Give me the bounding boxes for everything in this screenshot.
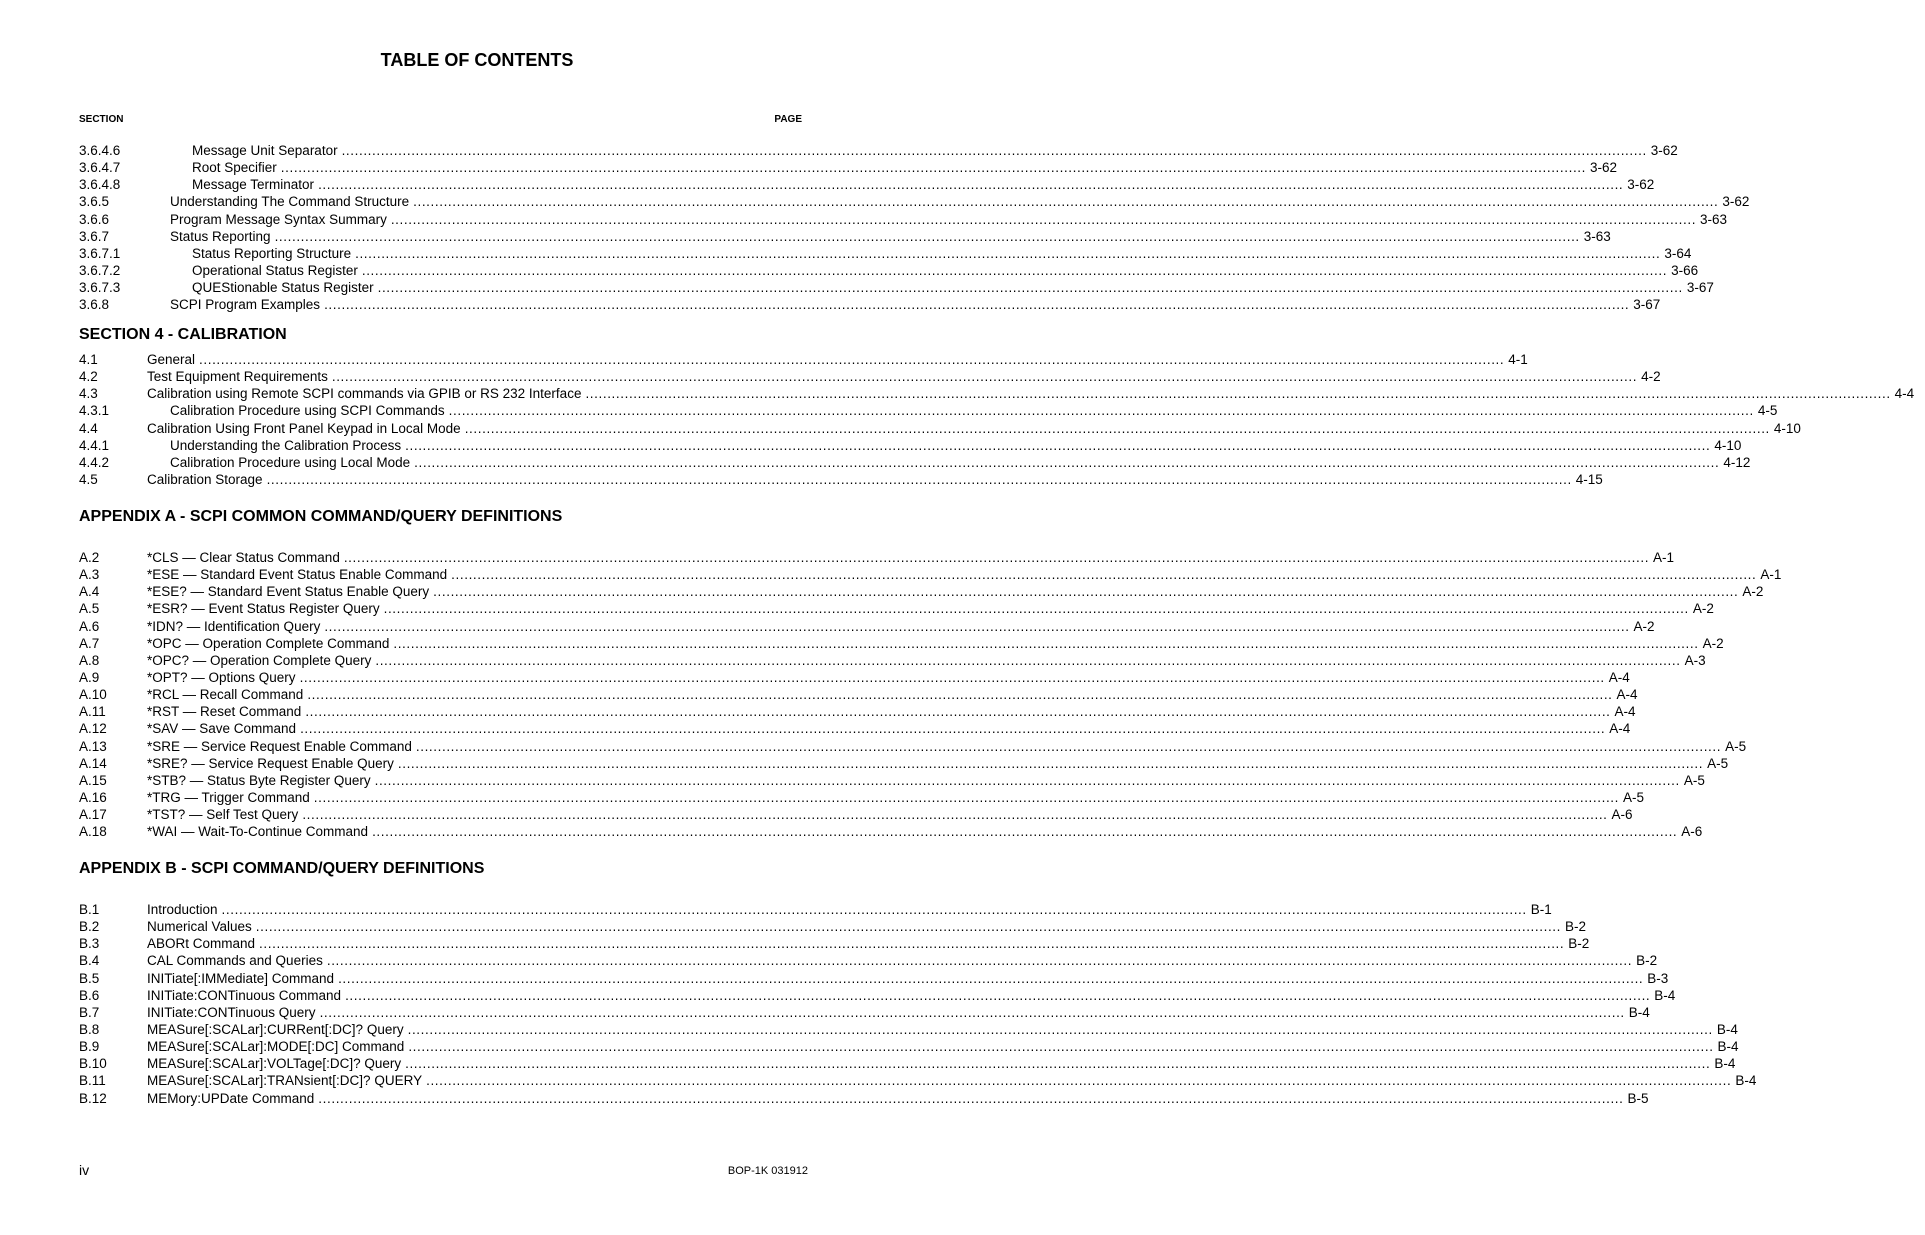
toc-entry-page: 4-4 — [1894, 386, 1915, 402]
toc-entry-label: Root Specifier — [192, 160, 277, 176]
toc-entry[interactable] — [79, 245, 1692, 262]
toc-entry[interactable] — [79, 262, 1699, 279]
toc-entry-label: Introduction — [147, 902, 218, 917]
dot-leader: ............................................................................................................................................................................................................................................................................................................ — [259, 936, 1565, 952]
toc-entry[interactable] — [79, 351, 1528, 368]
toc-entry-number: A.10 — [79, 687, 107, 703]
dot-leader: ............................................................................................................................................................................................................................................................................................................ — [397, 755, 1704, 771]
toc-entry-page: 3-62 — [1722, 194, 1750, 210]
toc-entry-page: B-4 — [1717, 1039, 1739, 1055]
toc-entry-label: INITiate:CONTinuous Query — [147, 1004, 316, 1020]
toc-entry-label: Operational Status Register — [192, 262, 358, 278]
toc-entry-page: A-1 — [1653, 550, 1675, 565]
toc-entry-number: A.2 — [79, 550, 100, 565]
toc-entry-label: Program Message Syntax Summary — [170, 211, 387, 227]
toc-block-appendix-a — [79, 549, 1782, 840]
dot-leader: ............................................................................................................................................................................................................................................................................................................ — [266, 471, 1572, 487]
dot-leader: ............................................................................................................................................................................................................................................................................................................ — [319, 1004, 1625, 1020]
toc-entry[interactable] — [79, 806, 1633, 823]
toc-block-section-3 — [79, 142, 1750, 313]
toc-entry[interactable] — [79, 635, 1724, 652]
toc-entry-page: 3-62 — [1590, 160, 1618, 176]
dot-leader: ............................................................................................................................................................................................................................................................................................................ — [361, 262, 1668, 278]
toc-entry[interactable] — [79, 176, 1655, 193]
toc-entry-page: 4-1 — [1508, 352, 1528, 367]
toc-entry-page: A-2 — [1692, 601, 1714, 617]
dot-leader: ............................................................................................................................................................................................................................................................................................................ — [221, 902, 1527, 917]
dot-leader: ............................................................................................................................................................................................................................................................................................................ — [448, 403, 1754, 419]
toc-entry[interactable] — [79, 566, 1782, 583]
toc-entry-label: MEASure[:SCALar]:VOLTage[:DC]? Query — [147, 1056, 402, 1072]
toc-entry-number: 3.6.4.8 — [79, 177, 121, 193]
toc-entry-number: 4.5 — [79, 471, 98, 487]
toc-entry-number: B.9 — [79, 1039, 100, 1055]
toc-entry-label: Calibration Procedure using SCPI Commands — [170, 403, 445, 419]
toc-entry-page: A-4 — [1616, 687, 1638, 703]
toc-entry-number: A.4 — [79, 584, 100, 600]
dot-leader: ............................................................................................................................................................................................................................................................................................................ — [383, 601, 1689, 617]
toc-entry-label: INITiate[:IMMediate] Command — [147, 970, 335, 986]
toc-entry-number: 4.3.1 — [79, 403, 110, 419]
toc-entry-number: A.14 — [79, 755, 107, 771]
toc-entry-page: 3-67 — [1633, 297, 1661, 313]
toc-entry-page: 4-10 — [1714, 437, 1742, 453]
toc-entry-number: 3.6.7.2 — [79, 262, 121, 278]
toc-entry-label: *OPC? — Operation Complete Query — [147, 652, 372, 668]
toc-entry-label: *WAI — Wait-To-Continue Command — [147, 824, 369, 840]
dot-leader: ............................................................................................................................................................................................................................................................................................................ — [585, 386, 1891, 402]
section-column-header: SECTION — [79, 114, 124, 125]
toc-entry-page: A-4 — [1608, 669, 1630, 685]
toc-entry-label: QUEStionable Status Register — [192, 280, 374, 296]
toc-entry-number: A.9 — [79, 669, 100, 685]
toc-entry-number: B.4 — [79, 953, 100, 969]
toc-entry-page: 3-66 — [1671, 262, 1699, 278]
toc-entry-number: A.18 — [79, 824, 107, 840]
toc-entry[interactable] — [79, 549, 1675, 566]
toc-entry-label: Calibration Storage — [147, 471, 263, 487]
toc-entry-page: A-5 — [1683, 772, 1705, 788]
page-number: iv — [79, 1162, 90, 1178]
toc-entry-label: Calibration Procedure using Local Mode — [170, 454, 411, 470]
dot-leader: ............................................................................................................................................................................................................................................................................................................ — [433, 584, 1739, 600]
toc-entry-page: B-1 — [1530, 902, 1552, 917]
toc-block-section-4 — [79, 351, 1915, 488]
toc-entry-number: 3.6.7 — [79, 228, 110, 244]
dot-leader: ............................................................................................................................................................................................................................................................................................................ — [280, 160, 1587, 176]
toc-entry-number: B.7 — [79, 1004, 100, 1020]
dot-leader: ............................................................................................................................................................................................................................................................................................................ — [374, 772, 1680, 788]
dot-leader: ............................................................................................................................................................................................................................................................................................................ — [408, 1039, 1714, 1055]
toc-entry-number: 3.6.7.3 — [79, 280, 121, 296]
toc-entry-number: A.13 — [79, 738, 107, 754]
toc-entry-number: A.6 — [79, 618, 100, 634]
toc-entry[interactable] — [79, 789, 1645, 806]
toc-entry-number: 4.2 — [79, 369, 98, 385]
toc-entry[interactable] — [79, 755, 1729, 772]
toc-entry-number: A.15 — [79, 772, 107, 788]
toc-entry[interactable] — [79, 211, 1728, 228]
toc-entry-label: *TRG — Trigger Command — [147, 789, 310, 805]
toc-entry-label: MEMory:UPDate Command — [147, 1090, 315, 1106]
dot-leader: ............................................................................................................................................................................................................................................................................................................ — [338, 970, 1644, 986]
toc-entry-number: 3.6.4.6 — [79, 143, 121, 158]
toc-entry-page: 3-63 — [1583, 228, 1611, 244]
toc-entry[interactable] — [79, 296, 1661, 313]
toc-entry-number: B.5 — [79, 970, 100, 986]
toc-entry[interactable] — [79, 987, 1676, 1004]
toc-entry-number: A.3 — [79, 567, 100, 583]
toc-entry[interactable] — [79, 652, 1706, 669]
toc-block-appendix-b — [79, 901, 1757, 1107]
dot-leader: ............................................................................................................................................................................................................................................................................................................ — [318, 177, 1624, 193]
toc-entry[interactable] — [79, 1004, 1650, 1021]
toc-entry-label: ABORt Command — [147, 936, 256, 952]
toc-entry-page: B-4 — [1714, 1056, 1736, 1072]
toc-entry-page: 4-2 — [1641, 369, 1661, 385]
toc-entry-page: B-2 — [1636, 953, 1658, 969]
toc-entry[interactable] — [79, 600, 1714, 617]
toc-entry-page: A-6 — [1681, 824, 1703, 840]
page-column-header: PAGE — [774, 114, 802, 125]
toc-entry-page: B-2 — [1568, 936, 1590, 952]
dot-leader: ............................................................................................................................................................................................................................................................................................................ — [318, 1090, 1624, 1106]
dot-leader: ............................................................................................................................................................................................................................................................................................................ — [199, 352, 1505, 367]
dot-leader: ............................................................................................................................................................................................................................................................................................................ — [331, 369, 1638, 385]
page-title: TABLE OF CONTENTS — [380, 50, 574, 70]
toc-entry[interactable] — [79, 1090, 1649, 1107]
toc-entry-page: 4-5 — [1757, 403, 1778, 419]
dot-leader: ............................................................................................................................................................................................................................................................................................................ — [345, 987, 1651, 1003]
toc-entry-page: 4-15 — [1575, 471, 1603, 487]
toc-entry-label: *OPC — Operation Complete Command — [147, 635, 390, 651]
toc-entry-label: *TST? — Self Test Query — [147, 807, 299, 823]
toc-entry[interactable] — [79, 471, 1603, 488]
toc-entry-page: A-5 — [1707, 755, 1729, 771]
toc-entry-page: A-4 — [1614, 704, 1636, 720]
toc-entry-number: A.11 — [79, 704, 106, 720]
toc-entry-number: B.11 — [79, 1073, 106, 1089]
toc-entry-label: *RST — Reset Command — [147, 704, 302, 720]
toc-entry-page: 4-10 — [1773, 420, 1801, 436]
toc-entry[interactable] — [79, 583, 1764, 600]
toc-entry-number: B.6 — [79, 987, 100, 1003]
toc-entry-label: Status Reporting — [170, 228, 271, 244]
toc-entry-label: Understanding the Calibration Process — [170, 437, 402, 453]
toc-entry-label: *ESR? — Event Status Register Query — [147, 601, 380, 617]
toc-entry-number: 3.6.4.7 — [79, 160, 121, 176]
toc-entry[interactable] — [79, 420, 1801, 437]
appendix-b-title: APPENDIX B - SCPI COMMAND/QUERY DEFINITIONS — [79, 860, 485, 877]
toc-entry-label: Message Terminator — [192, 177, 315, 193]
toc-entry-label: *RCL — Recall Command — [147, 687, 304, 703]
toc-entry-page: B-5 — [1627, 1090, 1649, 1106]
toc-entry-label: Understanding The Command Structure — [170, 194, 410, 210]
toc-entry-label: *CLS — Clear Status Command — [147, 550, 340, 565]
toc-entry[interactable] — [79, 159, 1618, 176]
toc-entry[interactable] — [79, 618, 1655, 635]
toc-entry[interactable] — [79, 142, 1678, 159]
toc-entry[interactable] — [79, 918, 1587, 935]
toc-entry[interactable] — [79, 385, 1915, 402]
toc-entry-label: General — [147, 352, 196, 367]
dot-leader: ............................................................................................................................................................................................................................................................................................................ — [451, 567, 1757, 583]
toc-entry-page: 3-64 — [1664, 245, 1692, 261]
toc-entry-page: B-4 — [1654, 987, 1676, 1003]
toc-entry[interactable] — [79, 1072, 1757, 1089]
dot-leader: ............................................................................................................................................................................................................................................................................................................ — [307, 687, 1613, 703]
toc-entry-label: Message Unit Separator — [192, 143, 338, 158]
toc-entry-page: 3-62 — [1627, 177, 1655, 193]
dot-leader: ............................................................................................................................................................................................................................................................................................................ — [464, 420, 1770, 436]
toc-entry-label: *STB? — Status Byte Register Query — [147, 772, 371, 788]
dot-leader: ............................................................................................................................................................................................................................................................................................................ — [305, 704, 1611, 720]
toc-entry[interactable] — [79, 1055, 1736, 1072]
dot-leader: ............................................................................................................................................................................................................................................................................................................ — [415, 738, 1722, 754]
toc-entry[interactable] — [79, 402, 1778, 419]
toc-entry-page: 3-62 — [1650, 143, 1678, 158]
toc-entry-number: B.8 — [79, 1021, 100, 1037]
toc-entry-number: 3.6.5 — [79, 194, 110, 210]
toc-entry-page: A-5 — [1623, 789, 1645, 805]
dot-leader: ............................................................................................................................................................................................................................................................................................................ — [413, 194, 1719, 210]
toc-entry-number: A.12 — [79, 721, 107, 737]
toc-entry-number: A.7 — [79, 635, 100, 651]
toc-entry[interactable] — [79, 952, 1658, 969]
toc-entry-page: B-3 — [1647, 970, 1669, 986]
toc-entry-number: 3.6.7.1 — [79, 245, 121, 261]
toc-entry-number: 4.4.1 — [79, 437, 110, 453]
toc-entry[interactable] — [79, 935, 1590, 952]
toc-entry[interactable] — [79, 279, 1714, 296]
dot-leader: ............................................................................................................................................................................................................................................................................................................ — [414, 454, 1720, 470]
toc-entry[interactable] — [79, 368, 1661, 385]
toc-entry-number: B.10 — [79, 1056, 107, 1072]
toc-entry-label: *ESE? — Standard Event Status Enable Query — [147, 584, 430, 600]
toc-entry[interactable] — [79, 970, 1669, 987]
dot-leader: ............................................................................................................................................................................................................................................................................................................ — [343, 550, 1650, 565]
toc-entry-page: A-3 — [1684, 652, 1706, 668]
dot-leader: ............................................................................................................................................................................................................................................................................................................ — [393, 635, 1699, 651]
toc-entry-label: Calibration using Remote SCPI commands via GPIB or RS 232 Interface — [147, 386, 582, 402]
dot-leader: ............................................................................................................................................................................................................................................................................................................ — [377, 280, 1683, 296]
toc-entry[interactable] — [79, 720, 1631, 737]
toc-entry-number: A.8 — [79, 652, 100, 668]
toc-entry-number: A.17 — [79, 807, 107, 823]
toc-entry-page: B-4 — [1628, 1004, 1650, 1020]
dot-leader: ............................................................................................................................................................................................................................................................................................................ — [324, 618, 1630, 634]
toc-entry-page: 3-63 — [1700, 211, 1728, 227]
dot-leader: ............................................................................................................................................................................................................................................................................................................ — [407, 1021, 1713, 1037]
toc-entry-number: B.3 — [79, 936, 100, 952]
dot-leader: ............................................................................................................................................................................................................................................................................................................ — [341, 143, 1647, 158]
toc-entry[interactable] — [79, 454, 1751, 471]
toc-entry[interactable] — [79, 193, 1750, 210]
toc-entry-label: Numerical Values — [147, 919, 252, 935]
section-4-title: SECTION 4 - CALIBRATION — [79, 326, 287, 343]
toc-entry-number: 3.6.8 — [79, 297, 110, 313]
toc-entry[interactable] — [79, 703, 1636, 720]
dot-leader: ............................................................................................................................................................................................................................................................................................................ — [326, 953, 1633, 969]
toc-entry-number: 4.4.2 — [79, 454, 110, 470]
toc-entry[interactable] — [79, 686, 1638, 703]
dot-leader: ............................................................................................................................................................................................................................................................................................................ — [375, 652, 1681, 668]
toc-entry-number: A.5 — [79, 601, 100, 617]
toc-entry-number: 4.1 — [79, 352, 98, 367]
dot-leader: ............................................................................................................................................................................................................................................................................................................ — [274, 228, 1580, 244]
toc-entry[interactable] — [79, 738, 1747, 755]
toc-entry-number: B.12 — [79, 1090, 107, 1106]
toc-entry-label: *SRE — Service Request Enable Command — [147, 738, 412, 754]
toc-entry-label: Calibration Using Front Panel Keypad in Local Mode — [147, 420, 461, 436]
toc-entry-page: A-2 — [1742, 584, 1764, 600]
dot-leader: ............................................................................................................................................................................................................................................................................................................ — [255, 919, 1562, 935]
dot-leader: ............................................................................................................................................................................................................................................................................................................ — [302, 807, 1608, 823]
toc-entry-page: B-4 — [1716, 1021, 1738, 1037]
appendix-a-title: APPENDIX A - SCPI COMMON COMMAND/QUERY DEFINITIONS — [79, 508, 563, 525]
toc-entry-page: 4-12 — [1723, 454, 1751, 470]
dot-leader: ............................................................................................................................................................................................................................................................................................................ — [426, 1073, 1732, 1089]
toc-entry[interactable] — [79, 437, 1742, 454]
toc-entry-page: B-4 — [1735, 1073, 1757, 1089]
dot-leader: ............................................................................................................................................................................................................................................................................................................ — [405, 437, 1711, 453]
toc-entry-label: Status Reporting Structure — [192, 245, 352, 261]
toc-entry-number: 3.6.6 — [79, 211, 110, 227]
toc-entry-label: Test Equipment Requirements — [147, 369, 328, 385]
document-id: BOP-1K 031912 — [727, 1165, 808, 1177]
toc-entry-label: MEASure[:SCALar]:CURRent[:DC]? Query — [147, 1021, 404, 1037]
dot-leader: ............................................................................................................................................................................................................................................................................................................ — [313, 789, 1620, 805]
toc-entry-label: *SAV — Save Command — [147, 721, 297, 737]
toc-entry[interactable] — [79, 1038, 1739, 1055]
toc-entry-page: B-2 — [1565, 919, 1587, 935]
dot-leader: ............................................................................................................................................................................................................................................................................................................ — [390, 211, 1697, 227]
toc-entry-page: 3-67 — [1686, 280, 1714, 296]
toc-entry-label: *SRE? — Service Request Enable Query — [147, 755, 394, 771]
toc-entry-label: *OPT? — Options Query — [147, 669, 296, 685]
toc-entry-page: A-5 — [1725, 738, 1747, 754]
toc-entry-page: A-4 — [1609, 721, 1631, 737]
toc-entry-number: 4.3 — [79, 386, 98, 402]
toc-entry-label: *ESE — Standard Event Status Enable Command — [147, 567, 448, 583]
dot-leader: ............................................................................................................................................................................................................................................................................................................ — [299, 669, 1605, 685]
toc-entry-page: A-1 — [1760, 567, 1782, 583]
toc-entry-page: A-6 — [1611, 807, 1633, 823]
dot-leader: ............................................................................................................................................................................................................................................................................................................ — [355, 245, 1661, 261]
toc-entry-number: A.16 — [79, 789, 107, 805]
toc-entry-label: *IDN? — Identification Query — [147, 618, 321, 634]
toc-entry-label: INITiate:CONTinuous Command — [147, 987, 342, 1003]
toc-entry-page: A-2 — [1633, 618, 1655, 634]
toc-entry[interactable] — [79, 823, 1703, 840]
toc-entry-number: B.2 — [79, 919, 100, 935]
toc-entry[interactable] — [79, 1021, 1738, 1038]
toc-entry[interactable] — [79, 772, 1705, 789]
toc-entry-label: MEASure[:SCALar]:MODE[:DC] Command — [147, 1039, 405, 1055]
toc-entry[interactable] — [79, 901, 1552, 918]
toc-entry-label: SCPI Program Examples — [170, 297, 321, 313]
toc-entry-number: 4.4 — [79, 420, 98, 436]
dot-leader: ............................................................................................................................................................................................................................................................................................................ — [300, 721, 1606, 737]
dot-leader: ............................................................................................................................................................................................................................................................................................................ — [324, 297, 1630, 313]
toc-entry[interactable] — [79, 228, 1611, 245]
toc-entry-number: B.1 — [79, 902, 100, 917]
dot-leader: ............................................................................................................................................................................................................................................................................................................ — [405, 1056, 1711, 1072]
toc-entry-label: CAL Commands and Queries — [147, 953, 323, 969]
dot-leader: ............................................................................................................................................................................................................................................................................................................ — [372, 824, 1678, 840]
toc-entry[interactable] — [79, 669, 1630, 686]
toc-entry-page: A-2 — [1702, 635, 1724, 651]
toc-entry-label: MEASure[:SCALar]:TRANsient[:DC]? QUERY — [147, 1073, 423, 1089]
